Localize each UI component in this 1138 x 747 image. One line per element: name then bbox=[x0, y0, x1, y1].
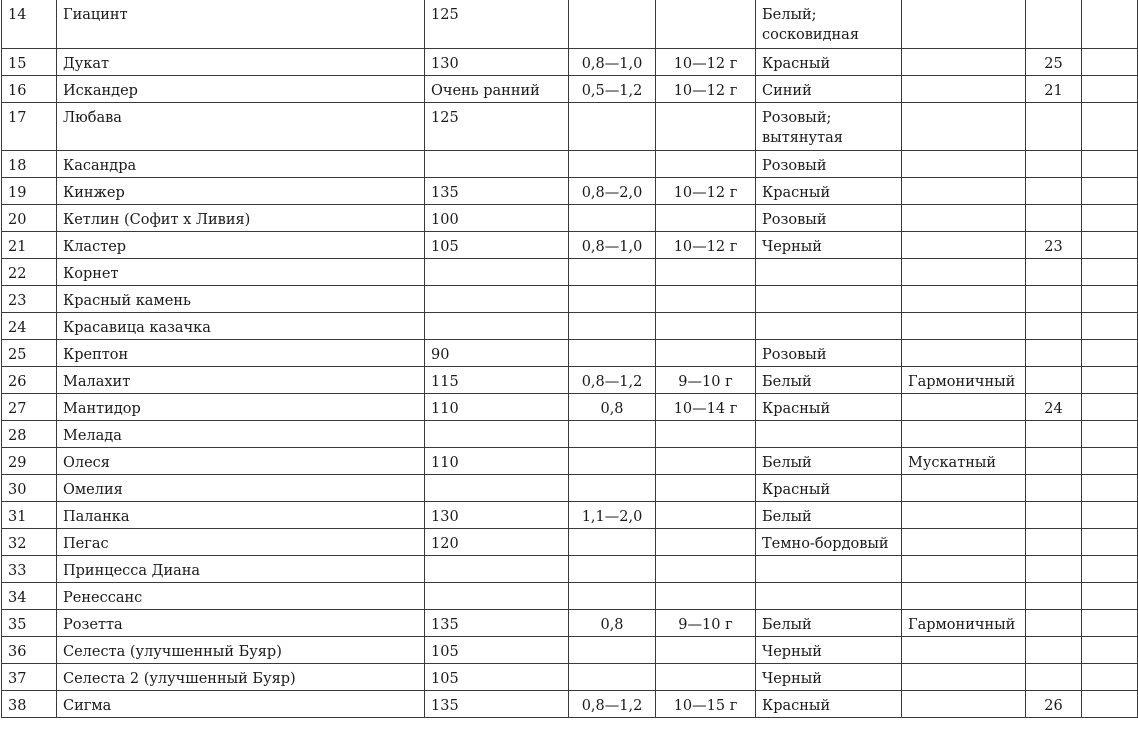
taste bbox=[902, 285, 1026, 312]
berry-weight bbox=[656, 555, 756, 582]
row-number: 37 bbox=[2, 663, 57, 690]
extra-cell bbox=[1082, 312, 1138, 339]
ripening-period bbox=[425, 312, 569, 339]
taste bbox=[902, 177, 1026, 204]
berry-weight bbox=[656, 258, 756, 285]
berry-weight bbox=[656, 636, 756, 663]
extra-cell bbox=[1082, 663, 1138, 690]
cluster-weight bbox=[569, 102, 656, 150]
ripening-period: 110 bbox=[425, 393, 569, 420]
table-row bbox=[2, 690, 1138, 717]
extra-cell bbox=[1082, 339, 1138, 366]
extra-cell bbox=[1082, 609, 1138, 636]
variety-name: Кинжер bbox=[57, 177, 425, 204]
row-number: 36 bbox=[2, 636, 57, 663]
sugar-content bbox=[1026, 366, 1082, 393]
taste bbox=[902, 150, 1026, 177]
extra-cell bbox=[1082, 204, 1138, 231]
berry-weight: 10—12 г bbox=[656, 48, 756, 75]
table-row bbox=[2, 339, 1138, 366]
berry-weight: 9—10 г bbox=[656, 366, 756, 393]
berry-color bbox=[756, 582, 902, 609]
taste bbox=[902, 258, 1026, 285]
cluster-weight bbox=[569, 258, 656, 285]
variety-name: Мантидор bbox=[57, 393, 425, 420]
variety-name: Крептон bbox=[57, 339, 425, 366]
ripening-period: 135 bbox=[425, 177, 569, 204]
table-row bbox=[2, 609, 1138, 636]
cluster-weight bbox=[569, 285, 656, 312]
table-row bbox=[2, 312, 1138, 339]
berry-weight bbox=[656, 474, 756, 501]
ripening-period bbox=[425, 555, 569, 582]
berry-weight bbox=[656, 102, 756, 150]
table-row bbox=[2, 0, 1138, 48]
berry-weight bbox=[656, 339, 756, 366]
table-row bbox=[2, 75, 1138, 102]
berry-color: Красный bbox=[756, 393, 902, 420]
ripening-period: 130 bbox=[425, 501, 569, 528]
table-row bbox=[2, 663, 1138, 690]
cluster-weight bbox=[569, 420, 656, 447]
taste bbox=[902, 582, 1026, 609]
taste bbox=[902, 636, 1026, 663]
row-number: 15 bbox=[2, 48, 57, 75]
cluster-weight bbox=[569, 447, 656, 474]
sugar-content bbox=[1026, 474, 1082, 501]
row-number: 24 bbox=[2, 312, 57, 339]
berry-color bbox=[756, 555, 902, 582]
berry-weight: 10—12 г bbox=[656, 75, 756, 102]
cluster-weight: 0,8 bbox=[569, 393, 656, 420]
cluster-weight bbox=[569, 0, 656, 48]
sugar-content bbox=[1026, 555, 1082, 582]
extra-cell bbox=[1082, 474, 1138, 501]
variety-name: Красный камень bbox=[57, 285, 425, 312]
extra-cell bbox=[1082, 501, 1138, 528]
row-number: 17 bbox=[2, 102, 57, 150]
sugar-content bbox=[1026, 447, 1082, 474]
berry-color: Красный bbox=[756, 690, 902, 717]
berry-weight: 10—15 г bbox=[656, 690, 756, 717]
sugar-content bbox=[1026, 312, 1082, 339]
row-number: 14 bbox=[2, 0, 57, 48]
cluster-weight bbox=[569, 528, 656, 555]
taste: Гармоничный bbox=[902, 609, 1026, 636]
variety-name: Малахит bbox=[57, 366, 425, 393]
berry-color: Черный bbox=[756, 663, 902, 690]
cluster-weight bbox=[569, 555, 656, 582]
cluster-weight: 0,8—1,2 bbox=[569, 690, 656, 717]
variety-name: Пегас bbox=[57, 528, 425, 555]
row-number: 29 bbox=[2, 447, 57, 474]
sugar-content: 24 bbox=[1026, 393, 1082, 420]
taste bbox=[902, 528, 1026, 555]
cluster-weight: 0,8—1,2 bbox=[569, 366, 656, 393]
berry-color: Красный bbox=[756, 48, 902, 75]
berry-color: Белый bbox=[756, 501, 902, 528]
row-number: 16 bbox=[2, 75, 57, 102]
sugar-content bbox=[1026, 177, 1082, 204]
table-row bbox=[2, 204, 1138, 231]
berry-color bbox=[756, 312, 902, 339]
variety-name: Сигма bbox=[57, 690, 425, 717]
berry-weight bbox=[656, 582, 756, 609]
sugar-content bbox=[1026, 636, 1082, 663]
ripening-period: 105 bbox=[425, 231, 569, 258]
extra-cell bbox=[1082, 0, 1138, 48]
variety-name: Касандра bbox=[57, 150, 425, 177]
extra-cell bbox=[1082, 582, 1138, 609]
sugar-content bbox=[1026, 204, 1082, 231]
taste bbox=[902, 312, 1026, 339]
variety-name: Гиацинт bbox=[57, 0, 425, 48]
taste bbox=[902, 102, 1026, 150]
extra-cell bbox=[1082, 177, 1138, 204]
table-row bbox=[2, 285, 1138, 312]
extra-cell bbox=[1082, 528, 1138, 555]
table-row bbox=[2, 447, 1138, 474]
table-row bbox=[2, 366, 1138, 393]
table-row bbox=[2, 177, 1138, 204]
berry-color: Красный bbox=[756, 177, 902, 204]
taste: Гармоничный bbox=[902, 366, 1026, 393]
taste bbox=[902, 690, 1026, 717]
berry-color: Белый bbox=[756, 609, 902, 636]
ripening-period: 125 bbox=[425, 102, 569, 150]
berry-color: Розовый; вытянутая bbox=[756, 102, 902, 150]
berry-color: Розовый bbox=[756, 339, 902, 366]
taste bbox=[902, 0, 1026, 48]
sugar-content bbox=[1026, 258, 1082, 285]
table-row bbox=[2, 231, 1138, 258]
table-row bbox=[2, 258, 1138, 285]
berry-color: Белый bbox=[756, 447, 902, 474]
extra-cell bbox=[1082, 690, 1138, 717]
row-number: 25 bbox=[2, 339, 57, 366]
berry-color bbox=[756, 285, 902, 312]
row-number: 31 bbox=[2, 501, 57, 528]
sugar-content: 23 bbox=[1026, 231, 1082, 258]
sugar-content bbox=[1026, 582, 1082, 609]
table-row bbox=[2, 636, 1138, 663]
cluster-weight: 1,1—2,0 bbox=[569, 501, 656, 528]
ripening-period: 105 bbox=[425, 663, 569, 690]
ripening-period bbox=[425, 258, 569, 285]
berry-weight bbox=[656, 447, 756, 474]
berry-color: Белый; сосковидная bbox=[756, 0, 902, 48]
taste bbox=[902, 420, 1026, 447]
ripening-period: 135 bbox=[425, 690, 569, 717]
variety-name: Дукат bbox=[57, 48, 425, 75]
extra-cell bbox=[1082, 75, 1138, 102]
cluster-weight bbox=[569, 474, 656, 501]
sugar-content bbox=[1026, 339, 1082, 366]
sugar-content: 25 bbox=[1026, 48, 1082, 75]
table-body bbox=[2, 0, 1138, 717]
row-number: 30 bbox=[2, 474, 57, 501]
row-number: 26 bbox=[2, 366, 57, 393]
ripening-period: Очень ранний bbox=[425, 75, 569, 102]
ripening-period: 115 bbox=[425, 366, 569, 393]
variety-name: Олеся bbox=[57, 447, 425, 474]
ripening-period bbox=[425, 582, 569, 609]
row-number: 27 bbox=[2, 393, 57, 420]
variety-name: Корнет bbox=[57, 258, 425, 285]
extra-cell bbox=[1082, 231, 1138, 258]
cluster-weight: 0,5—1,2 bbox=[569, 75, 656, 102]
ripening-period bbox=[425, 420, 569, 447]
taste bbox=[902, 555, 1026, 582]
cluster-weight bbox=[569, 663, 656, 690]
row-number: 23 bbox=[2, 285, 57, 312]
ripening-period: 135 bbox=[425, 609, 569, 636]
berry-weight bbox=[656, 285, 756, 312]
row-number: 21 bbox=[2, 231, 57, 258]
berry-weight: 10—12 г bbox=[656, 177, 756, 204]
berry-color bbox=[756, 258, 902, 285]
ripening-period bbox=[425, 474, 569, 501]
berry-weight: 10—12 г bbox=[656, 231, 756, 258]
cluster-weight: 0,8—1,0 bbox=[569, 48, 656, 75]
taste bbox=[902, 663, 1026, 690]
berry-color: Темно-бордовый bbox=[756, 528, 902, 555]
table-row bbox=[2, 102, 1138, 150]
berry-weight bbox=[656, 204, 756, 231]
table-row bbox=[2, 528, 1138, 555]
ripening-period: 100 bbox=[425, 204, 569, 231]
variety-name: Красавица казачка bbox=[57, 312, 425, 339]
taste: Мускатный bbox=[902, 447, 1026, 474]
variety-name: Ренессанс bbox=[57, 582, 425, 609]
row-number: 18 bbox=[2, 150, 57, 177]
taste bbox=[902, 75, 1026, 102]
table-row bbox=[2, 555, 1138, 582]
extra-cell bbox=[1082, 366, 1138, 393]
berry-color: Черный bbox=[756, 636, 902, 663]
variety-name: Селеста 2 (улучшенный Буяр) bbox=[57, 663, 425, 690]
berry-color: Розовый bbox=[756, 150, 902, 177]
sugar-content bbox=[1026, 609, 1082, 636]
row-number: 34 bbox=[2, 582, 57, 609]
extra-cell bbox=[1082, 393, 1138, 420]
row-number: 33 bbox=[2, 555, 57, 582]
row-number: 22 bbox=[2, 258, 57, 285]
cluster-weight bbox=[569, 339, 656, 366]
taste bbox=[902, 474, 1026, 501]
berry-color bbox=[756, 420, 902, 447]
berry-weight bbox=[656, 663, 756, 690]
berry-color: Розовый bbox=[756, 204, 902, 231]
row-number: 32 bbox=[2, 528, 57, 555]
cluster-weight: 0,8—2,0 bbox=[569, 177, 656, 204]
sugar-content bbox=[1026, 420, 1082, 447]
berry-weight: 9—10 г bbox=[656, 609, 756, 636]
taste bbox=[902, 48, 1026, 75]
variety-name: Мелада bbox=[57, 420, 425, 447]
extra-cell bbox=[1082, 555, 1138, 582]
sugar-content bbox=[1026, 501, 1082, 528]
sugar-content: 26 bbox=[1026, 690, 1082, 717]
table-row bbox=[2, 393, 1138, 420]
sugar-content bbox=[1026, 528, 1082, 555]
variety-name: Кластер bbox=[57, 231, 425, 258]
variety-name: Принцесса Диана bbox=[57, 555, 425, 582]
berry-color: Черный bbox=[756, 231, 902, 258]
variety-name: Искандер bbox=[57, 75, 425, 102]
table-row bbox=[2, 501, 1138, 528]
ripening-period bbox=[425, 285, 569, 312]
row-number: 35 bbox=[2, 609, 57, 636]
extra-cell bbox=[1082, 285, 1138, 312]
cluster-weight bbox=[569, 312, 656, 339]
variety-name: Кетлин (Софит х Ливия) bbox=[57, 204, 425, 231]
cluster-weight bbox=[569, 204, 656, 231]
extra-cell bbox=[1082, 102, 1138, 150]
row-number: 28 bbox=[2, 420, 57, 447]
taste bbox=[902, 204, 1026, 231]
taste bbox=[902, 231, 1026, 258]
extra-cell bbox=[1082, 48, 1138, 75]
row-number: 19 bbox=[2, 177, 57, 204]
grape-varieties-table bbox=[1, 0, 1138, 718]
table-row bbox=[2, 150, 1138, 177]
berry-weight bbox=[656, 501, 756, 528]
extra-cell bbox=[1082, 636, 1138, 663]
table-row bbox=[2, 474, 1138, 501]
table-row bbox=[2, 582, 1138, 609]
berry-weight bbox=[656, 420, 756, 447]
ripening-period bbox=[425, 150, 569, 177]
sugar-content bbox=[1026, 0, 1082, 48]
taste bbox=[902, 393, 1026, 420]
variety-name: Селеста (улучшенный Буяр) bbox=[57, 636, 425, 663]
sugar-content bbox=[1026, 285, 1082, 312]
ripening-period: 120 bbox=[425, 528, 569, 555]
cluster-weight bbox=[569, 636, 656, 663]
table-row bbox=[2, 420, 1138, 447]
variety-name: Омелия bbox=[57, 474, 425, 501]
variety-name: Паланка bbox=[57, 501, 425, 528]
berry-weight: 10—14 г bbox=[656, 393, 756, 420]
sugar-content bbox=[1026, 150, 1082, 177]
sugar-content: 21 bbox=[1026, 75, 1082, 102]
berry-weight bbox=[656, 0, 756, 48]
berry-weight bbox=[656, 528, 756, 555]
berry-weight bbox=[656, 312, 756, 339]
ripening-period: 110 bbox=[425, 447, 569, 474]
extra-cell bbox=[1082, 420, 1138, 447]
berry-weight bbox=[656, 150, 756, 177]
cluster-weight: 0,8—1,0 bbox=[569, 231, 656, 258]
extra-cell bbox=[1082, 150, 1138, 177]
row-number: 38 bbox=[2, 690, 57, 717]
berry-color: Красный bbox=[756, 474, 902, 501]
variety-name: Любава bbox=[57, 102, 425, 150]
cluster-weight bbox=[569, 150, 656, 177]
ripening-period: 130 bbox=[425, 48, 569, 75]
taste bbox=[902, 501, 1026, 528]
ripening-period: 125 bbox=[425, 0, 569, 48]
berry-color: Синий bbox=[756, 75, 902, 102]
row-number: 20 bbox=[2, 204, 57, 231]
cluster-weight bbox=[569, 582, 656, 609]
sugar-content bbox=[1026, 102, 1082, 150]
ripening-period: 105 bbox=[425, 636, 569, 663]
taste bbox=[902, 339, 1026, 366]
cluster-weight: 0,8 bbox=[569, 609, 656, 636]
variety-name: Розетта bbox=[57, 609, 425, 636]
table-row bbox=[2, 48, 1138, 75]
berry-color: Белый bbox=[756, 366, 902, 393]
extra-cell bbox=[1082, 447, 1138, 474]
sugar-content bbox=[1026, 663, 1082, 690]
extra-cell bbox=[1082, 258, 1138, 285]
ripening-period: 90 bbox=[425, 339, 569, 366]
